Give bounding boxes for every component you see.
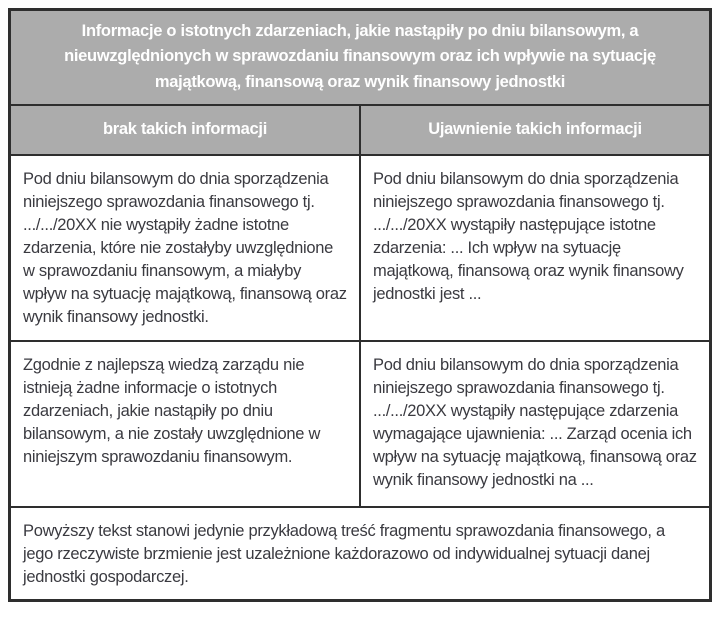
cell-disclosure-row1: Pod dniu bilansowym do dnia sporządzenia niniejszego sprawozdania finansowego tj. .../.../20XX wystąpiły następujące istotne zdarzenia: ... Ich wpływ na sytuację majątkową, finansową oraz wynik finansowy jednostki jest ...	[360, 155, 711, 341]
column-header-no-information: brak takich informacji	[10, 105, 361, 155]
column-header-disclosure: Ujawnienie takich informacji	[360, 105, 711, 155]
table-row	[10, 341, 711, 507]
table-title: Informacje o istotnych zdarzeniach, jakie nastąpiły po dniu bilansowym, a nieuwzględnionych w sprawozdaniu finansowym oraz ich wpływie na sytuację majątkową, finansową oraz wynik finansowy jednostki	[10, 10, 711, 105]
table-title-row	[10, 10, 711, 105]
table-footer-row	[10, 507, 711, 601]
column-header-row	[10, 105, 711, 155]
cell-no-information-row1: Pod dniu bilansowym do dnia sporządzenia niniejszego sprawozdania finansowego tj. .../.../20XX nie wystąpiły żadne istotne zdarzenia, które nie zostałyby uwzględnione w sprawozdaniu finansowym, a miałyby wpływ na sytuację majątkową, finansową oraz wynik finansowy jednostki.	[10, 155, 361, 341]
table-footer-note: Powyższy tekst stanowi jedynie przykładową treść fragmentu sprawozdania finansowego, a jego rzeczywiste brzmienie jest uzależnione każdorazowo od indywidualnej sytuacji danej jednostki gospodarczej.	[10, 507, 711, 601]
post-balance-sheet-events-table	[8, 8, 712, 602]
table-row	[10, 155, 711, 341]
cell-disclosure-row2: Pod dniu bilansowym do dnia sporządzenia niniejszego sprawozdania finansowego tj. .../.../20XX wystąpiły następujące zdarzenia wymagające ujawnienia: ... Zarząd ocenia ich wpływ na sytuację majątkową, finansową oraz wynik finansowy jednostki na ...	[360, 341, 711, 507]
cell-no-information-row2: Zgodnie z najlepszą wiedzą zarządu nie istnieją żadne informacje o istotnych zdarzeniach, jakie nastąpiły po dniu bilansowym, a nie zostały uwzględnione w niniejszym sprawozdaniu finansowym.	[10, 341, 361, 507]
